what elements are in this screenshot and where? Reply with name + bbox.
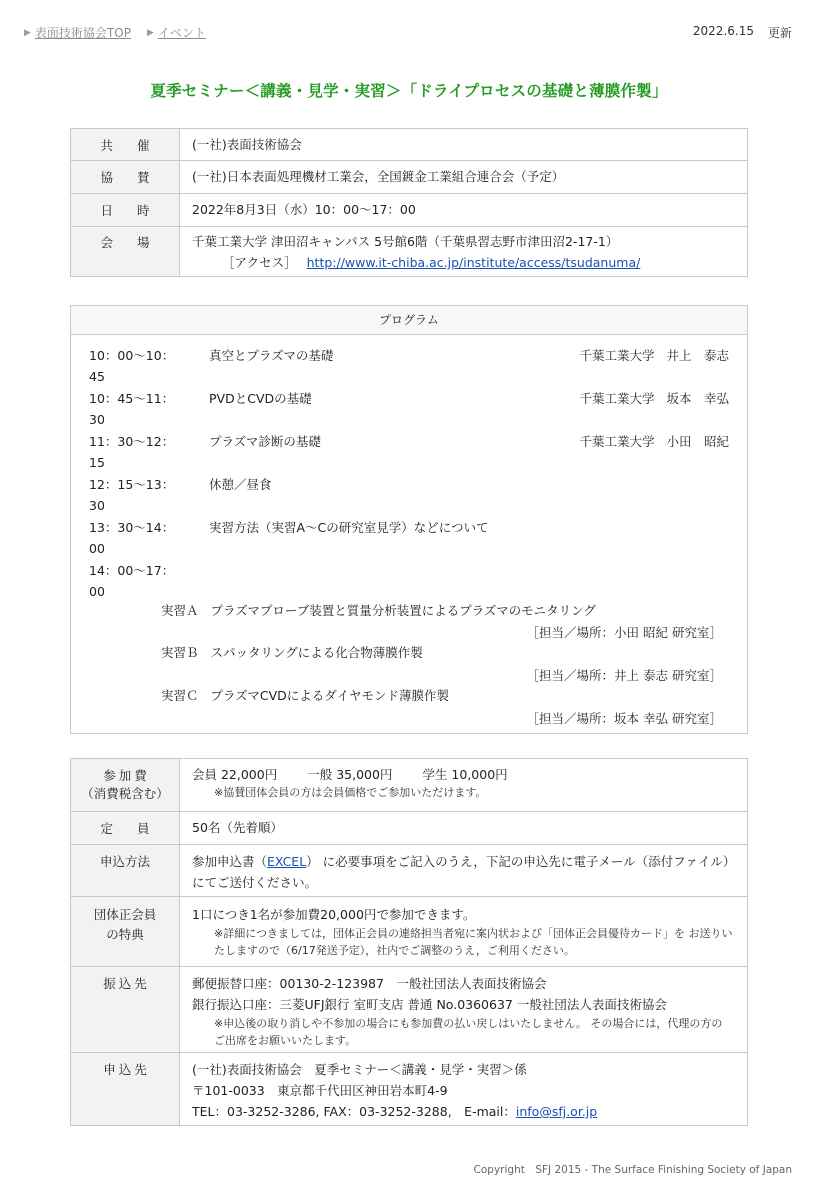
lecturer-name: 井上 泰志 <box>666 348 729 363</box>
update-date: 2022.6.15 <box>692 24 754 38</box>
venue-value: 千葉工業大学 津田沼キャンパス 5号館6階（千葉県習志野市津田沼2-17-1） <box>192 234 619 249</box>
fee-general: 一般 35,000円 <box>307 767 393 782</box>
lecturer-name: 小田 昭紀 <box>666 434 729 449</box>
session-lecturer <box>579 431 729 452</box>
page-title: 夏季セミナー＜講義・見学・実習＞「ドライプロセスの基礎と薄膜作製」 <box>150 82 668 100</box>
session-topic: プラズマ診断の基礎 <box>209 434 321 449</box>
session-topic: 実習方法（実習A～Cの研究室見学）などについて <box>209 520 489 535</box>
reg-row-benefit <box>71 897 748 967</box>
top-bar <box>24 24 792 42</box>
reg-row-contact <box>71 1053 748 1126</box>
excel-link[interactable]: EXCEL <box>267 854 307 869</box>
breadcrumb-link-top[interactable]: 表面技術協会TOP <box>34 26 131 40</box>
program-session-2 <box>71 388 747 428</box>
venue-access <box>192 253 747 273</box>
organizer-label: 共催 <box>100 137 174 153</box>
info-row-datetime <box>71 194 748 227</box>
method-label: 申込方法 <box>99 854 150 869</box>
benefit-label-1: 団体正会員 <box>93 907 157 922</box>
lecturer-affiliation: 千葉工業大学 <box>579 434 655 449</box>
practical-b-responsible: ［担当／場所：井上 泰志 研究室］ <box>526 668 722 683</box>
support-value: (一社)日本表面処理機材工業会，全国鍍金工業組合連合会（予定） <box>192 169 565 184</box>
practical-label: 実習Ａ <box>161 603 199 618</box>
fee-label <box>71 759 179 803</box>
practical-c <box>161 685 449 706</box>
practical-title: プラズマプローブ装置と質量分析装置によるプラズマのモニタリング <box>210 603 596 618</box>
benefit-label-2: の特典 <box>106 927 144 942</box>
update-info <box>693 24 792 41</box>
session-lecturer <box>579 345 729 366</box>
breadcrumb-item-top[interactable] <box>24 24 131 41</box>
fee-student: 学生 10,000円 <box>422 767 508 782</box>
triangle-right-icon: ▶ <box>146 27 154 38</box>
breadcrumb-link-events[interactable]: イベント <box>157 26 206 40</box>
update-label: 更新 <box>767 26 792 40</box>
lecturer-name: 坂本 幸弘 <box>666 391 729 406</box>
method-text-pre: 参加申込書（ <box>192 854 268 869</box>
benefit-label <box>71 897 179 945</box>
session-topic: 休憩／昼食 <box>209 477 272 492</box>
practical-b <box>161 642 423 663</box>
session-topic: 真空とプラズマの基礎 <box>209 348 334 363</box>
fee-label-sub: （消費税含む） <box>81 786 169 801</box>
practical-label: 実習Ｃ <box>161 688 199 703</box>
session-time: 10：00～10：45 <box>89 348 175 384</box>
access-label: ［アクセス］ <box>222 255 297 270</box>
contact-line-2: 〒101-0033 東京都千代田区神田岩本町4-9 <box>192 1083 448 1098</box>
practical-title: スパッタリングによる化合物薄膜作製 <box>210 645 423 660</box>
session-time: 14：00～17：00 <box>89 563 175 599</box>
info-row-venue <box>71 227 748 277</box>
program-box <box>70 305 748 734</box>
contact-line-1: (一社)表面技術協会 夏季セミナー＜講義・見学・実習＞係 <box>192 1062 527 1077</box>
practical-a <box>161 600 596 621</box>
program-session-5 <box>71 517 747 557</box>
contact-tel-fax: TEL：03-3252-3286, FAX：03-3252-3288, E-mail： <box>192 1104 516 1119</box>
access-link[interactable]: http://www.it-chiba.ac.jp/institute/access/tsudanuma/ <box>306 255 641 270</box>
payment-note: ※申込後の取り消しや不参加の場合にも参加費の払い戻しはいたしません。 その場合には，代理の方のご出席をお願いいたします。 <box>214 1017 723 1047</box>
capacity-value: 50名（先着順） <box>192 820 283 835</box>
method-value <box>192 845 747 893</box>
footer-copyright: Copyright SFJ 2015 - The Surface Finishing Society of Japan <box>473 1164 792 1176</box>
datetime-value: 2022年8月3日（水）10：00～17：00 <box>192 202 416 217</box>
breadcrumb <box>24 24 206 41</box>
program-session-4 <box>71 474 747 514</box>
payment-postal: 郵便振替口座：00130-2-123987 一般社団法人表面技術協会 <box>192 976 547 991</box>
event-info-table <box>70 128 748 277</box>
payment-label: 振込先 <box>103 976 150 991</box>
benefit-note: ※詳細につきましては，団体正会員の連絡担当者宛に案内状および「団体正会員優待カード」を お送りいたしますので（6/17発送予定），社内でご調整のうえ，ご利用ください。 <box>214 927 733 957</box>
venue-label: 会場 <box>100 235 174 250</box>
session-topic: PVDとCVDの基礎 <box>209 391 312 406</box>
practical-c-responsible: ［担当／場所：坂本 幸弘 研究室］ <box>526 711 722 726</box>
datetime-label: 日時 <box>100 203 174 218</box>
email-link[interactable]: info@sfj.or.jp <box>515 1104 598 1119</box>
payment-bank: 銀行振込口座：三菱UFJ銀行 室町支店 普通 No.0360637 一般社団法人表面技術協会 <box>192 997 667 1012</box>
session-lecturer <box>579 388 729 409</box>
fee-label-main: 参加費 <box>103 768 150 783</box>
program-session-6 <box>71 560 747 600</box>
fee-prices <box>192 759 747 785</box>
capacity-label: 定員 <box>100 821 174 836</box>
session-time: 13：30～14：00 <box>89 520 175 556</box>
reg-row-method <box>71 845 748 897</box>
session-time: 12：15～13：30 <box>89 477 175 513</box>
method-text-post: ） に必要事項をご記入のうえ，下記の申込先に電子メール（添付ファイル）にてご送付ください。 <box>192 854 736 890</box>
contact-label: 申込先 <box>103 1062 150 1077</box>
program-session-3 <box>71 431 747 471</box>
lecturer-affiliation: 千葉工業大学 <box>579 348 655 363</box>
practical-label: 実習Ｂ <box>161 645 199 660</box>
session-time: 10：45～11：30 <box>89 391 175 427</box>
info-row-organizer <box>71 129 748 161</box>
triangle-right-icon: ▶ <box>24 27 31 38</box>
info-row-support <box>71 161 748 194</box>
session-time: 11：30～12：15 <box>89 434 175 470</box>
contact-tel-fax-email <box>192 1101 747 1122</box>
organizer-value: (一社)表面技術協会 <box>192 137 302 152</box>
program-heading: プログラム <box>71 306 747 335</box>
practical-a-responsible: ［担当／場所：小田 昭紀 研究室］ <box>526 625 722 640</box>
reg-row-payment <box>71 967 748 1053</box>
program-session-1 <box>71 345 747 385</box>
reg-row-fee <box>71 759 748 812</box>
fee-member: 会員 22,000円 <box>192 767 278 782</box>
reg-row-capacity <box>71 812 748 845</box>
support-label: 協賛 <box>100 170 174 185</box>
lecturer-affiliation: 千葉工業大学 <box>579 391 655 406</box>
breadcrumb-item-events[interactable] <box>147 24 206 41</box>
practical-title: プラズマCVDによるダイヤモンド薄膜作製 <box>210 688 450 703</box>
registration-table <box>70 758 748 1126</box>
benefit-value: 1口につき1名が参加費20,000円で参加できます。 <box>192 907 476 922</box>
fee-note: ※協賛団体会員の方は会員価格でご参加いただけます。 <box>214 786 487 799</box>
